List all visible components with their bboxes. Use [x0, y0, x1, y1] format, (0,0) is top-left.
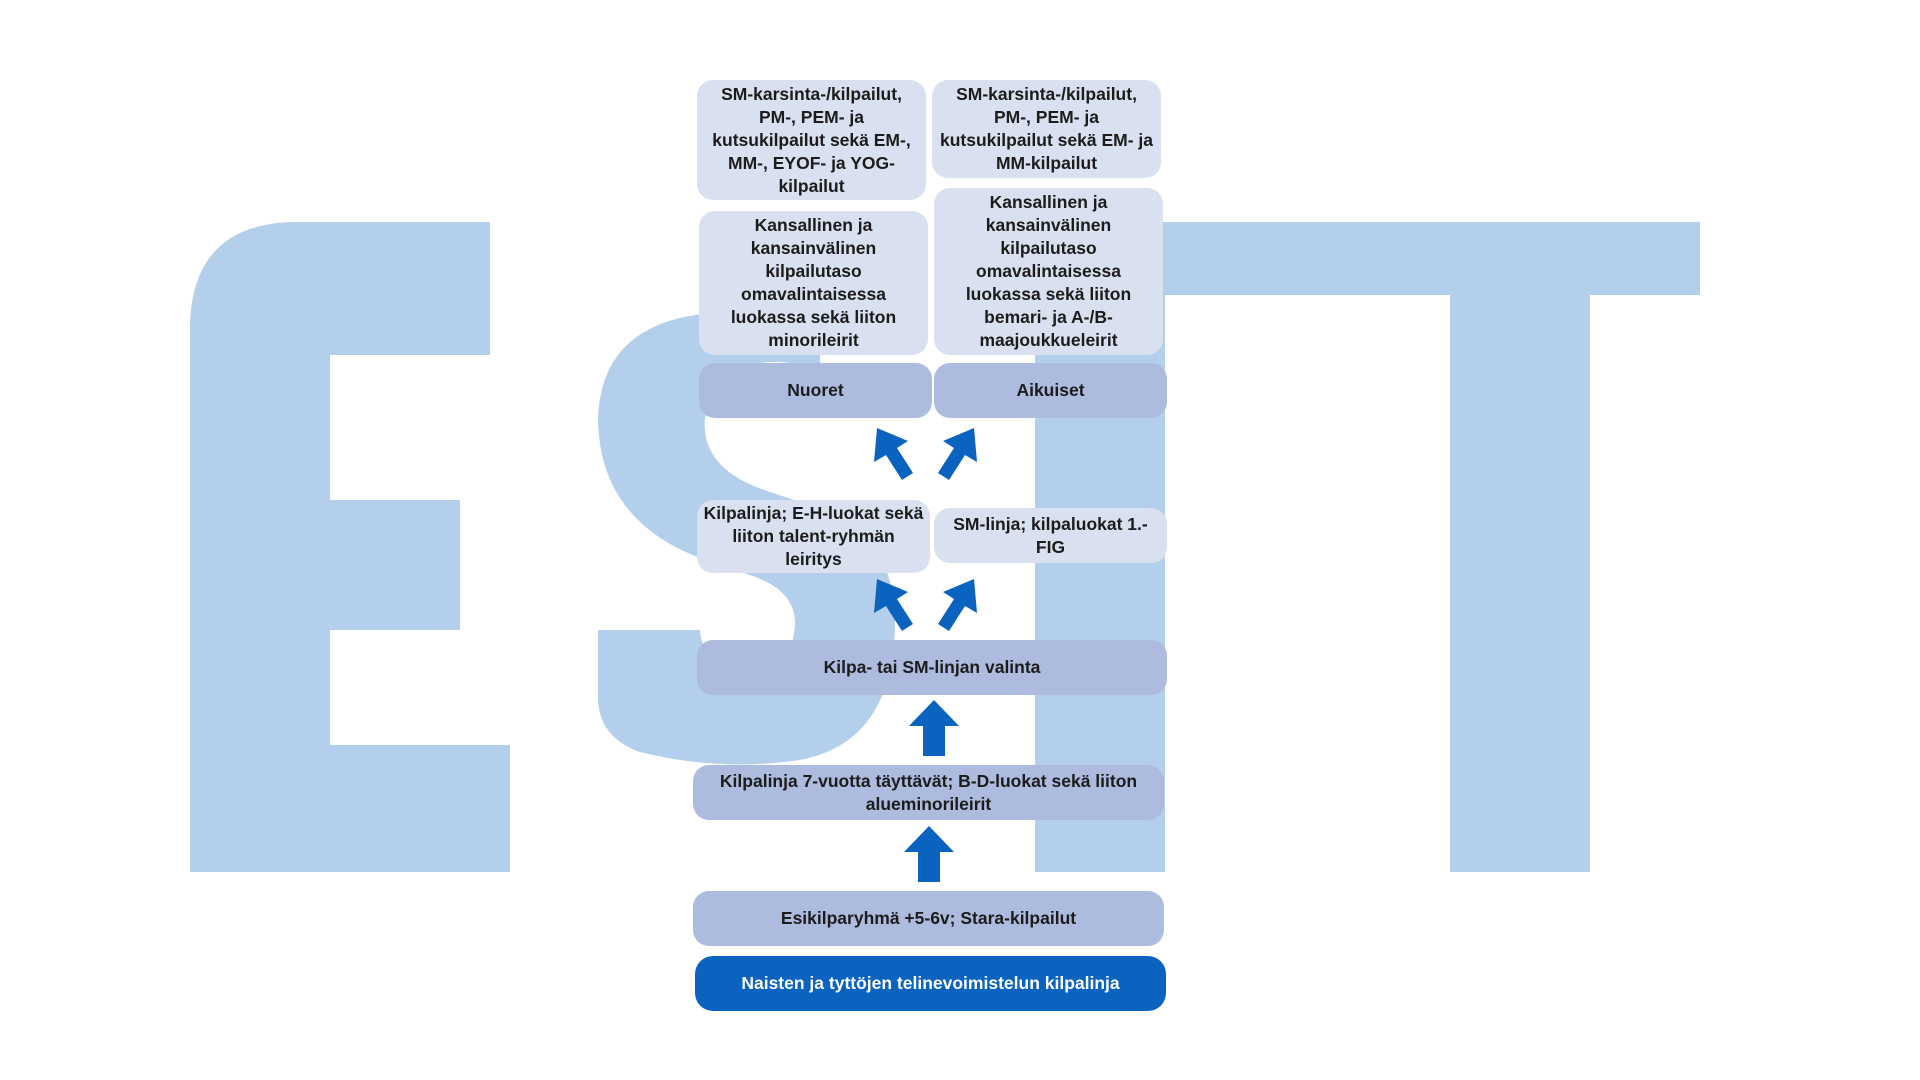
arrow-up-icon	[909, 700, 959, 756]
left-level-text: Kansallinen ja kansainvälinen kilpailutaso omavalintaisessa luokassa sekä liiton minorileirit	[730, 215, 897, 350]
base-text: Naisten ja tyttöjen telinevoimistelun kilpalinja	[741, 973, 1120, 993]
left-competitions-text: SM-karsinta-/kilpailut, PM-, PEM- ja kutsukilpailut sekä EM-, MM-, EYOF- ja YOG-kilpailut	[712, 83, 911, 196]
selection-text: Kilpa- tai SM-linjan valinta	[823, 657, 1041, 677]
step2-text: Kilpalinja 7-vuotta täyttävät; B-D-luokat sekä liiton alueminorileirit	[719, 770, 1138, 814]
right-line-text: SM-linja; kilpaluokat 1.-FIG	[953, 513, 1148, 557]
right-group-text: Aikuiset	[1016, 380, 1085, 400]
right-level-text: Kansallinen ja kansainvälinen kilpailutaso omavalintaisessa luokassa sekä liiton bemari- ja A-/B-maajoukkueleirit	[965, 192, 1132, 350]
left-line-text: Kilpalinja; E-H-luokat sekä liiton talent-ryhmän leiritys	[703, 503, 924, 569]
arrow-up-left-icon	[874, 579, 913, 631]
arrow-up-right-icon	[938, 579, 977, 631]
left-group-text: Nuoret	[787, 380, 844, 400]
arrow-up-left-icon	[874, 428, 913, 480]
arrow-up-right-icon	[938, 428, 977, 480]
right-competitions-text: SM-karsinta-/kilpailut, PM-, PEM- ja kutsukilpailut sekä EM- ja MM-kilpailut	[940, 84, 1153, 173]
step1-text: Esikilparyhmä +5-6v; Stara-kilpailut	[780, 908, 1077, 928]
arrow-up-icon	[904, 826, 954, 882]
